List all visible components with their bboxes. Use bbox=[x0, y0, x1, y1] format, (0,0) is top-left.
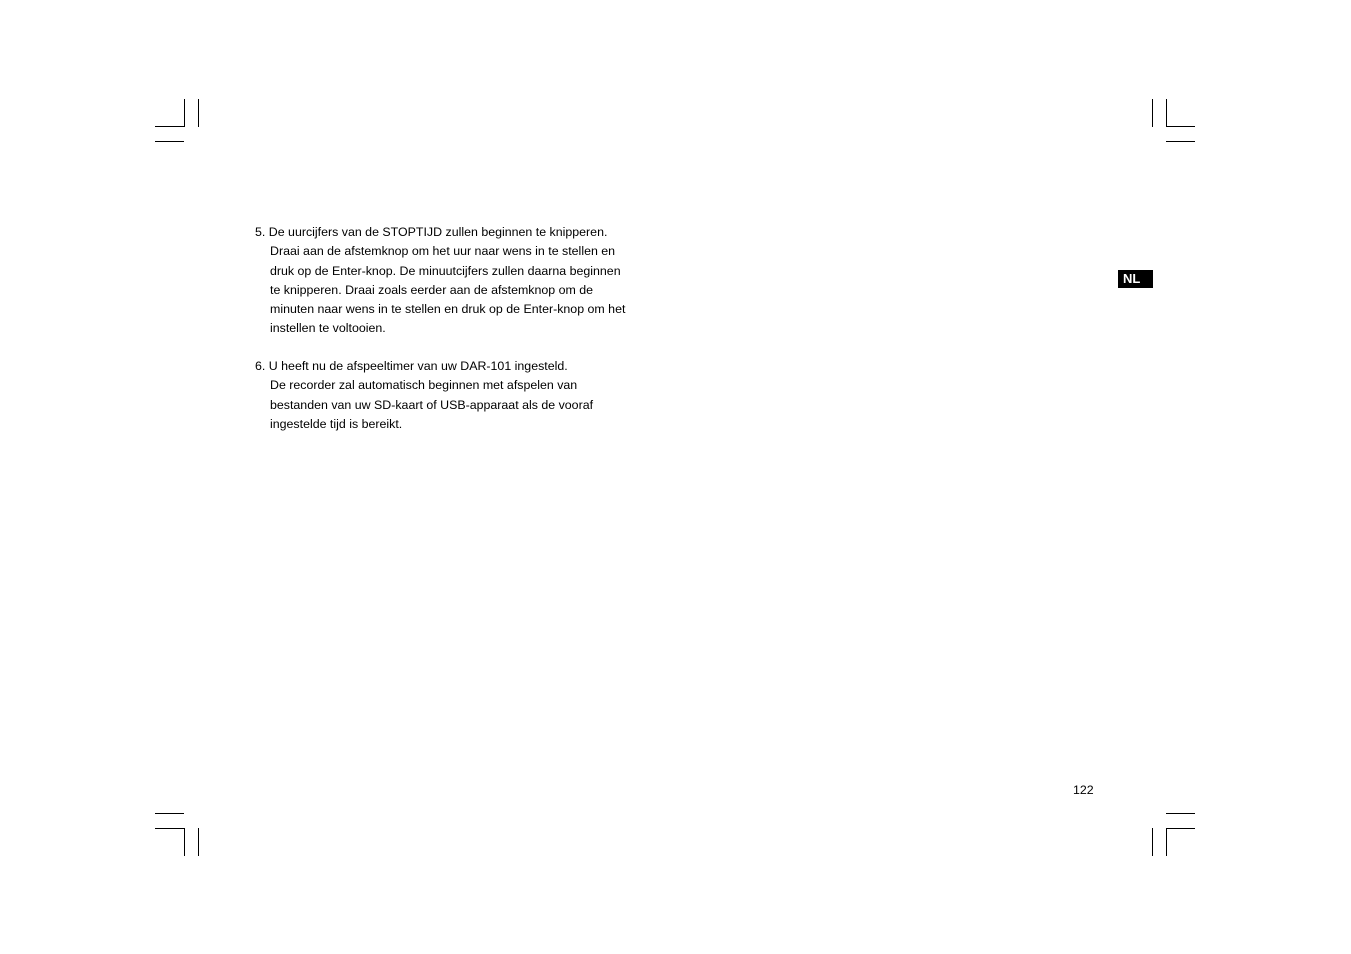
step-5-line-6: instellen te voltooien. bbox=[270, 321, 386, 336]
language-badge: NL bbox=[1118, 270, 1153, 288]
instruction-step-5 bbox=[255, 223, 625, 339]
crop-mark-top-right-h2 bbox=[1166, 141, 1195, 142]
step-6-line-1: 6. U heeft nu de afspeeltimer van uw DAR-101 ingesteld. bbox=[255, 359, 568, 373]
step-6-line-2: De recorder zal automatisch beginnen met afspelen van bbox=[270, 378, 578, 393]
crop-mark-top-right-v2 bbox=[1166, 99, 1167, 127]
crop-mark-top-left-v2 bbox=[198, 99, 199, 127]
step-5-line-5: minuten naar wens in te stellen en druk op de Enter-knop om het bbox=[270, 302, 626, 317]
step-5-line-4: te knipperen. Draai zoals eerder aan de afstemknop om de bbox=[270, 282, 594, 297]
step-5-line-3: druk op de Enter-knop. De minuutcijfers zullen daarna beginnen bbox=[270, 263, 621, 278]
crop-mark-top-left-h2 bbox=[155, 141, 184, 142]
crop-mark-top-right-v1 bbox=[1152, 99, 1153, 127]
crop-mark-bottom-right-h2 bbox=[1166, 828, 1195, 829]
crop-mark-top-right-h1 bbox=[1166, 126, 1195, 127]
step-6-line-3: bestanden van uw SD-kaart of USB-apparaat als de vooraf bbox=[270, 397, 594, 412]
instruction-step-6 bbox=[255, 357, 593, 434]
crop-mark-top-left-v1 bbox=[184, 99, 185, 127]
crop-mark-bottom-left-h1 bbox=[155, 813, 184, 814]
crop-mark-top-left-h1 bbox=[155, 126, 184, 127]
step-6-line-4: ingestelde tijd is bereikt. bbox=[270, 416, 403, 431]
page-number: 122 bbox=[1073, 783, 1094, 797]
crop-mark-bottom-right-v2 bbox=[1166, 828, 1167, 856]
step-5-line-1: 5. De uurcijfers van de STOPTIJD zullen beginnen te knipperen. bbox=[255, 225, 608, 239]
crop-mark-bottom-right-v1 bbox=[1152, 828, 1153, 856]
crop-mark-bottom-left-h2 bbox=[155, 828, 184, 829]
crop-mark-bottom-right-h1 bbox=[1166, 813, 1195, 814]
crop-mark-bottom-left-v1 bbox=[184, 828, 185, 856]
step-5-line-2: Draai aan de afstemknop om het uur naar wens in te stellen en bbox=[270, 244, 616, 259]
crop-mark-bottom-left-v2 bbox=[198, 828, 199, 856]
